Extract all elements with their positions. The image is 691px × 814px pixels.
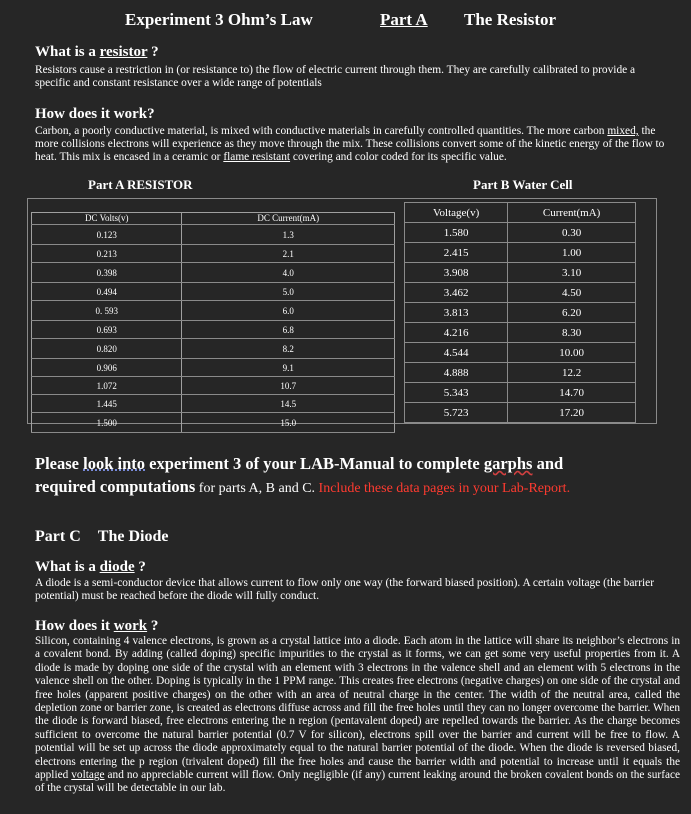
resistor-data-table bbox=[31, 212, 395, 433]
topic-title: The Resistor bbox=[464, 10, 557, 29]
how-flame: flame resistant bbox=[223, 151, 291, 163]
resistor-table-header-row bbox=[32, 213, 395, 225]
water-cell-table-cell: 12.2 bbox=[508, 363, 636, 383]
how-description bbox=[35, 125, 678, 164]
water-cell-table-cell: 2.415 bbox=[405, 243, 508, 263]
diode-heading-keyword: diode bbox=[99, 559, 135, 575]
diode-heading-text: What is a bbox=[35, 559, 100, 575]
resistor-table-cell: 0.693 bbox=[32, 321, 182, 339]
how-mixed: mixed, bbox=[607, 125, 639, 137]
resistor-table-row bbox=[32, 263, 395, 283]
resistor-description: Resistors cause a restriction in (or resistance to) the flow of electric current through them. They are carefully calibrated to provide a specific and constant resistance over a wide range of potentials bbox=[35, 64, 636, 89]
resistor-table-row bbox=[32, 301, 395, 321]
resistor-table-cell: 2.1 bbox=[182, 245, 395, 263]
notice-red-instruction: Include these data pages in your Lab-Report. bbox=[318, 481, 571, 496]
water-cell-table-row bbox=[405, 383, 636, 403]
water-cell-table-cell: 1.00 bbox=[508, 243, 636, 263]
how-text-3: covering and color coded for its specific value. bbox=[290, 151, 507, 163]
water-cell-table-cell: 8.30 bbox=[508, 323, 636, 343]
diode-heading-mark: ? bbox=[134, 559, 146, 575]
resistor-table-cell: 6.0 bbox=[182, 301, 395, 321]
part-c-label: Part C bbox=[35, 528, 81, 545]
water-cell-table-header-cell: Current(mA) bbox=[508, 203, 636, 223]
resistor-table-cell: 0.123 bbox=[32, 225, 182, 245]
part-a-title: Part A RESISTOR bbox=[88, 177, 193, 192]
resistor-table-cell: 0. 593 bbox=[32, 301, 182, 321]
how-text-1: Carbon, a poorly conductive material, is mixed with conductive materials in carefully controlled quantities. The more carbon bbox=[35, 125, 608, 137]
water-cell-table-cell: 3.813 bbox=[405, 303, 508, 323]
resistor-table-header-cell: DC Current(mA) bbox=[182, 213, 395, 225]
resistor-table-cell: 14.5 bbox=[182, 395, 395, 413]
notice-text-3: and bbox=[532, 454, 564, 473]
experiment-title: Experiment 3 Ohm’s Law bbox=[125, 10, 313, 29]
heading-mark: ? bbox=[147, 44, 159, 60]
resistor-table-cell: 4.0 bbox=[182, 263, 395, 283]
heading-text: What is a bbox=[35, 44, 100, 60]
resistor-table-cell: 15.0 bbox=[182, 413, 395, 433]
resistor-table-cell: 0.906 bbox=[32, 359, 182, 377]
resistor-table-cell: 1.3 bbox=[182, 225, 395, 245]
water-cell-table-cell: 4.50 bbox=[508, 283, 636, 303]
resistor-table-cell: 0.820 bbox=[32, 339, 182, 359]
water-cell-table-cell: 3.908 bbox=[405, 263, 508, 283]
notice-text-1: Please bbox=[35, 454, 84, 473]
how-heading: How does it work? bbox=[35, 106, 155, 122]
resistor-table-cell: 1.500 bbox=[32, 413, 182, 433]
diode-description: A diode is a semi-conductor device that allows current to flow only one way (the forward biased position). A certain voltage (the barrier potential) must be reached before the diode will fully conduct. bbox=[35, 577, 655, 602]
part-b-title: Part B Water Cell bbox=[473, 177, 573, 192]
water-cell-table-row bbox=[405, 223, 636, 243]
water-cell-table-cell: 3.10 bbox=[508, 263, 636, 283]
water-cell-table-cell: 5.343 bbox=[405, 383, 508, 403]
how2-heading-text: How does it bbox=[35, 618, 114, 634]
resistor-table-row bbox=[32, 339, 395, 359]
water-cell-table-header-cell: Voltage(v) bbox=[405, 203, 508, 223]
notice-text-5: for parts A, B and C. bbox=[195, 481, 319, 496]
water-cell-table-cell: 6.20 bbox=[508, 303, 636, 323]
how2-heading-mark: ? bbox=[147, 618, 159, 634]
water-cell-table-row bbox=[405, 263, 636, 283]
water-cell-table-cell: 4.544 bbox=[405, 343, 508, 363]
water-cell-table-header-row bbox=[405, 203, 636, 223]
diode-explanation-voltage: voltage bbox=[71, 769, 105, 782]
water-cell-table-cell: 1.580 bbox=[405, 223, 508, 243]
water-cell-table-row bbox=[405, 303, 636, 323]
resistor-table-row bbox=[32, 283, 395, 301]
water-cell-data-table bbox=[404, 202, 636, 423]
notice-text-2: experiment 3 of your LAB-Manual to complete bbox=[145, 454, 484, 473]
resistor-table-cell: 8.2 bbox=[182, 339, 395, 359]
resistor-table-cell: 0.398 bbox=[32, 263, 182, 283]
water-cell-table-cell: 14.70 bbox=[508, 383, 636, 403]
how2-heading-keyword: work bbox=[113, 618, 148, 634]
part-label: Part A bbox=[380, 10, 428, 29]
how2-heading bbox=[35, 618, 158, 635]
water-cell-table-cell: 10.00 bbox=[508, 343, 636, 363]
resistor-table-row bbox=[32, 413, 395, 433]
resistor-table-cell: 1.072 bbox=[32, 377, 182, 395]
water-cell-table-row bbox=[405, 243, 636, 263]
page-title bbox=[0, 10, 691, 32]
resistor-heading bbox=[35, 44, 159, 61]
resistor-table-cell: 9.1 bbox=[182, 359, 395, 377]
water-cell-table-cell: 0.30 bbox=[508, 223, 636, 243]
water-cell-table-cell: 5.723 bbox=[405, 403, 508, 423]
resistor-table-cell: 5.0 bbox=[182, 283, 395, 301]
resistor-table-cell: 6.8 bbox=[182, 321, 395, 339]
notice-garphs: garphs bbox=[483, 454, 533, 473]
water-cell-table-row bbox=[405, 343, 636, 363]
notice-look: look into bbox=[83, 454, 146, 473]
water-cell-table-cell: 4.888 bbox=[405, 363, 508, 383]
resistor-table-row bbox=[32, 377, 395, 395]
resistor-table-row bbox=[32, 321, 395, 339]
water-cell-table-row bbox=[405, 363, 636, 383]
resistor-table-cell: 1.445 bbox=[32, 395, 182, 413]
resistor-table-row bbox=[32, 359, 395, 377]
lab-manual-notice bbox=[35, 452, 675, 500]
how-text-2: the more collisions electrons will experience as they move through the mix. These collisions convert some of the kinetic energy of the flow to heat. This mix is encased in a ceramic or bbox=[35, 125, 665, 163]
water-cell-table-row bbox=[405, 323, 636, 343]
resistor-table-row bbox=[32, 395, 395, 413]
resistor-table-cell: 0.494 bbox=[32, 283, 182, 301]
resistor-table-row bbox=[32, 245, 395, 263]
resistor-table-cell: 10.7 bbox=[182, 377, 395, 395]
diode-heading bbox=[35, 559, 146, 576]
water-cell-table-cell: 17.20 bbox=[508, 403, 636, 423]
diode-explanation-text-2: and no appreciable current will flow. Only negligible (if any) current leaking around the broken covalent bonds on the surface of the crystal will be detectable in our lab. bbox=[35, 769, 680, 795]
part-c-topic: The Diode bbox=[97, 528, 169, 545]
heading-keyword: resistor bbox=[99, 44, 148, 60]
resistor-table-header-cell: DC Volts(v) bbox=[32, 213, 182, 225]
notice-text-4: required computations bbox=[35, 477, 196, 496]
water-cell-table-row bbox=[405, 283, 636, 303]
water-cell-table-cell: 3.462 bbox=[405, 283, 508, 303]
resistor-table-row bbox=[32, 225, 395, 245]
resistor-table-cell: 0.213 bbox=[32, 245, 182, 263]
diode-explanation-text-1: Silicon, containing 4 valence electrons, is grown as a crystal lattice into a diode. Each atom in the lattice will share its neighbor’s electrons in a covalent bond. By adding (called doping) specific impurities to the crystal as it forms, we can get some very useful properties from it. A diode is made by doping one side of the crystal with an element with 3 electrons in the valence shell and an element with 5 electrons in the valence shell on the other. Doping is typically in the 1 PPM range. This creates free electrons (negative charges) on one side of the crystal and free holes (apparent positive charges) on the other with an area of neutral charge in the center. The width of the neutral area, called the depletion zone or barrier zone, is created as electrons diffuse across and fill the free holes until they can no longer overcome the barrier. When the diode is forward biased, free electrons entering the n region (pentavalent doped) are repelled towards the barrier. As the charge becomes sufficient to overcome the natural barrier potential (0.7 V for silicon), electrons spill over the barrier and current will be free to flow. A potential will be set up across the diode approximately equal to the natural barrier potential of the diode. When the diode is reversed biased, electrons entering the p region (trivalent doped) fill the free holes and cause the barrier width and potential to increase until it equals the applied bbox=[35, 635, 680, 782]
diode-explanation bbox=[35, 635, 680, 796]
part-c-title bbox=[35, 528, 168, 546]
water-cell-table-cell: 4.216 bbox=[405, 323, 508, 343]
water-cell-table-row bbox=[405, 403, 636, 423]
